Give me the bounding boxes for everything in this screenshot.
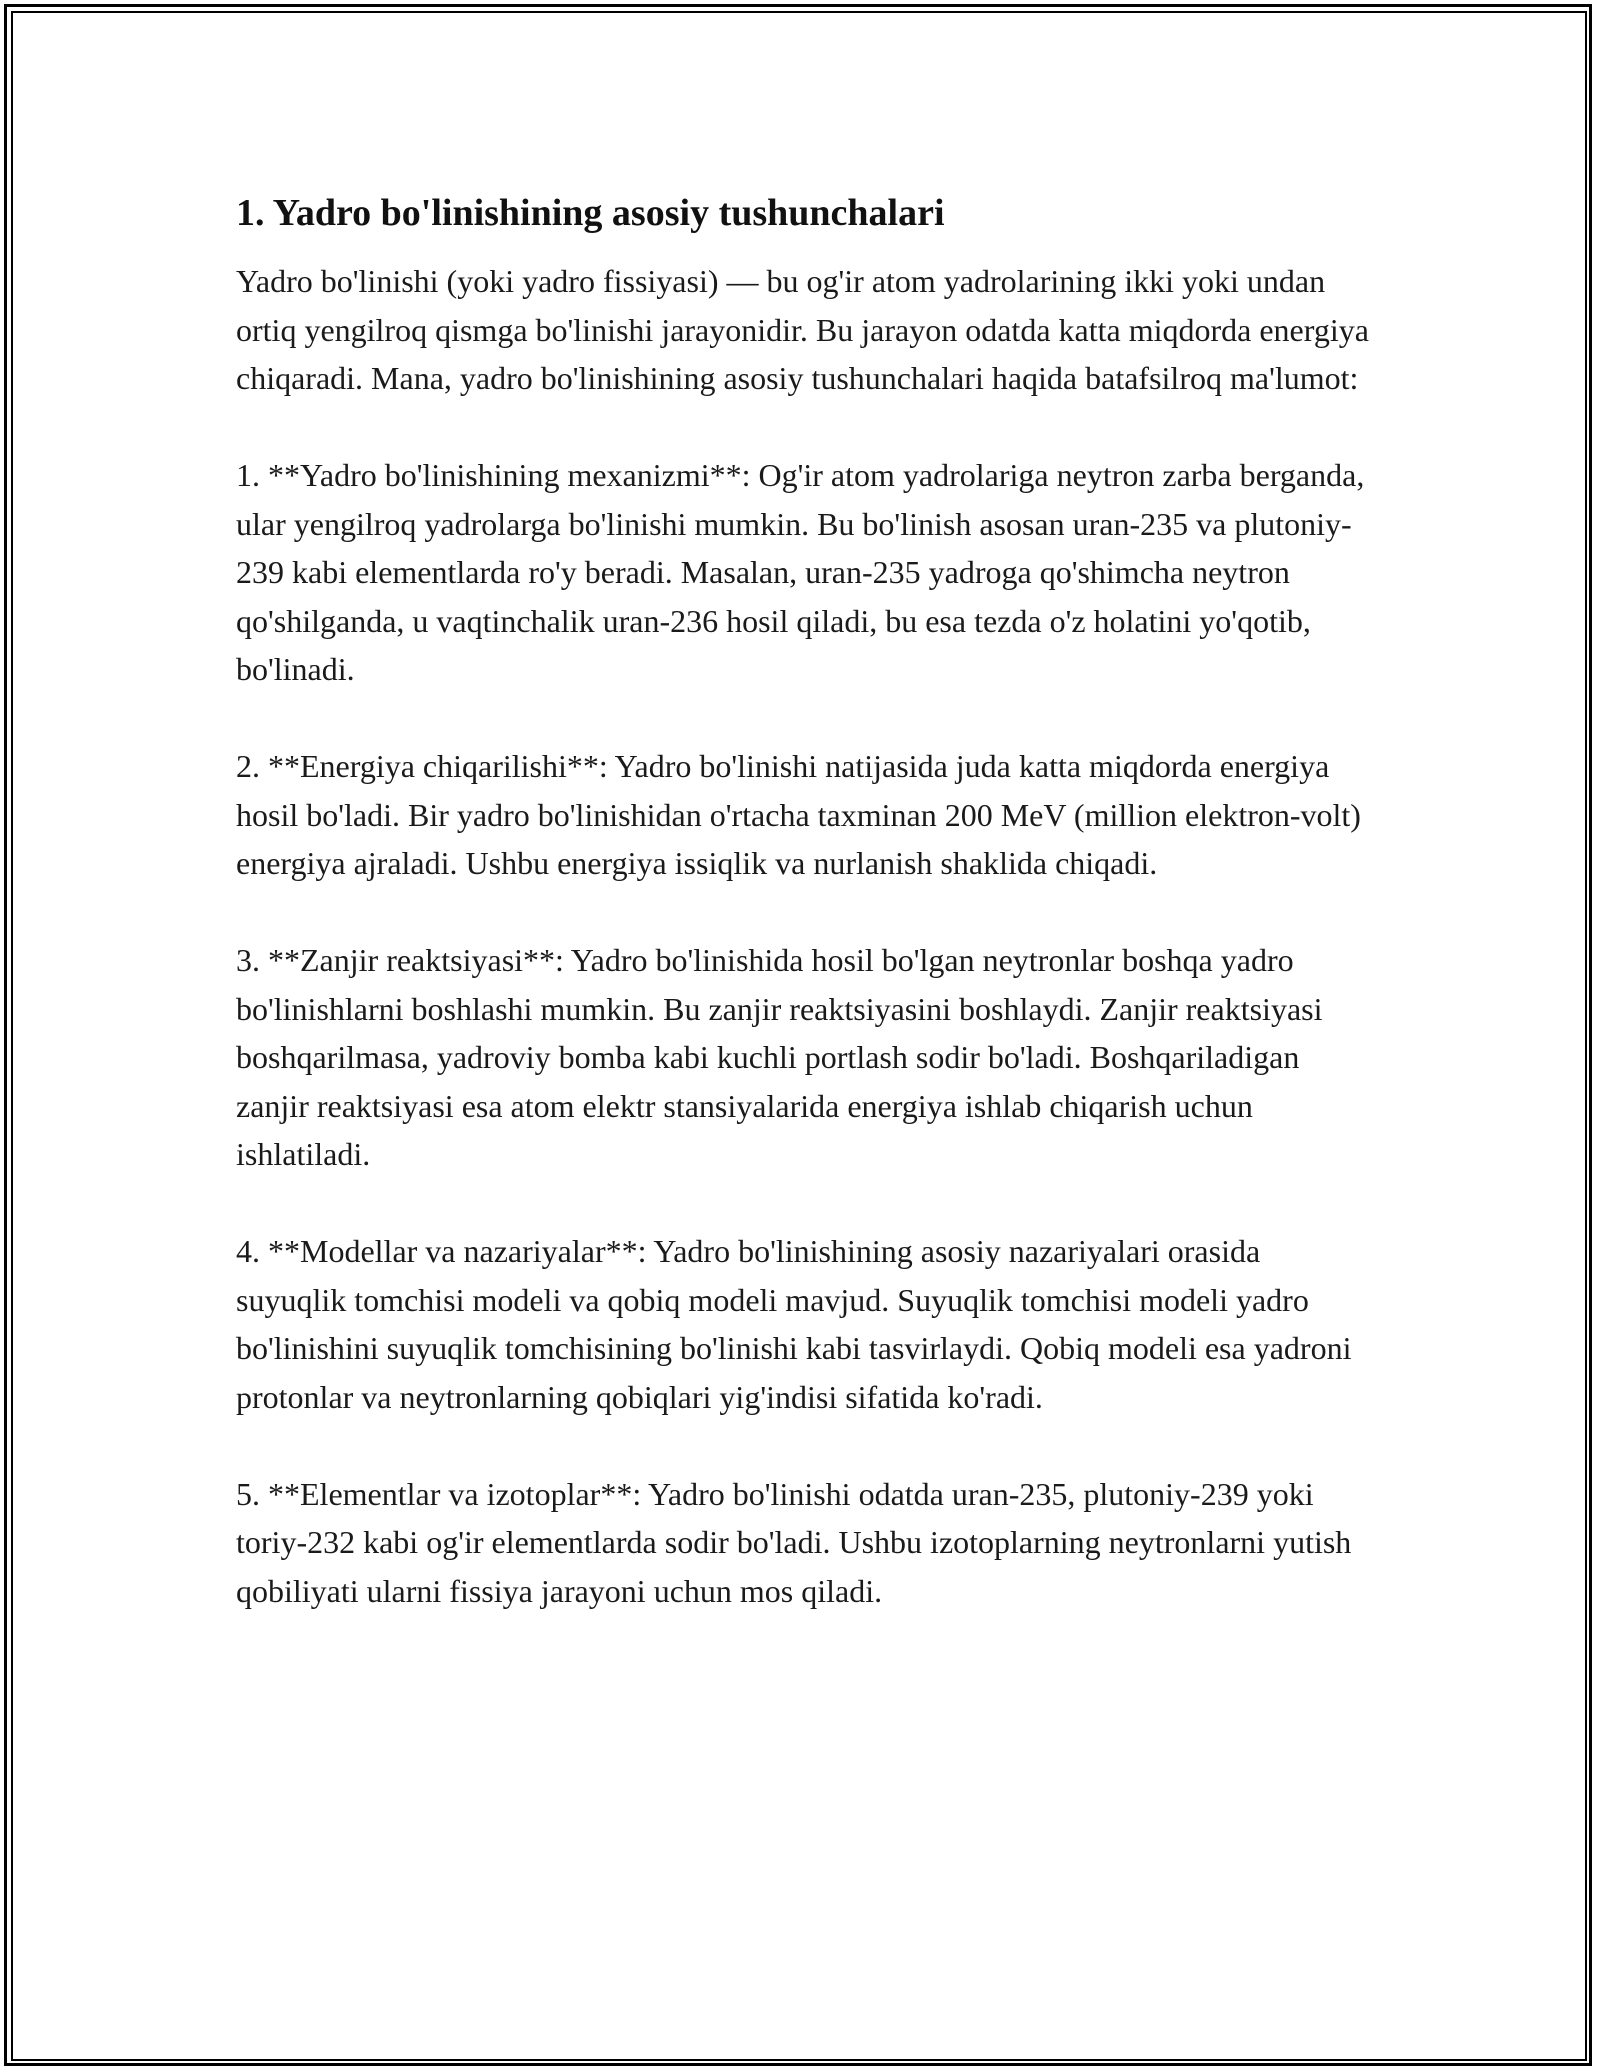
paragraph-elements-isotopes: 5. **Elementlar va izotoplar**: Yadro bo'linishi odatda uran-235, plutoniy-239 yoki toriy-232 kabi og'ir elementlarda sodir bo'ladi. Ushbu izotoplarning neytronlarni yutish qobiliyati ularni fissiya jarayoni uchun mos qiladi.: [236, 1475, 1352, 1609]
paragraph-energy-release: 2. **Energiya chiqarilishi**: Yadro bo'linishi natijasida juda katta miqdorda energiya hosil bo'ladi. Bir yadro bo'linishidan o'rtacha taxminan 200 MeV (million elektron-volt) energiya ajraladi. Ushbu energiya issiqlik va nurlanish shaklida chiqadi.: [236, 748, 1361, 881]
section-heading: 1. Yadro bo'linishining asosiy tushunchalari: [236, 192, 945, 234]
paragraph-mechanism: 1. **Yadro bo'linishining mexanizmi**: Og'ir atom yadrolariga neytron zarba berganda, ular yengilroq yadrolarga bo'linishi mumkin. Bu bo'linish asosan uran-235 va plutoniy-239 kabi elementlarda ro'y beradi. Masalan, uran-235 yadroga qo'shimcha neytron qo'shilganda, u vaqtinchalik uran-236 hosil qiladi, bu esa tezda o'z holatini yo'qotib, bo'linadi.: [236, 457, 1365, 687]
document-body: [236, 187, 1376, 1664]
intro-paragraph: Yadro bo'linishi (yoki yadro fissiyasi) — bu og'ir atom yadrolarining ikki yoki undan ortiq yengilroq qismga bo'linishi jarayonidir. Bu jarayon odatda katta miqdorda energiya chiqaradi. Mana, yadro bo'linishining asosiy tushunchalari haqida batafsilroq ma'lumot:: [236, 263, 1369, 396]
paragraph-models-theories: 4. **Modellar va nazariyalar**: Yadro bo'linishining asosiy nazariyalari orasida suyuqlik tomchisi modeli va qobiq modeli mavjud. Suyuqlik tomchisi modeli yadro bo'linishini suyuqlik tomchisining bo'linishi kabi tasvirlaydi. Qobiq modeli esa yadroni protonlar va neytronlarning qobiqlari yig'indisi sifatida ko'radi.: [236, 1233, 1352, 1415]
paragraph-chain-reaction: 3. **Zanjir reaktsiyasi**: Yadro bo'linishida hosil bo'lgan neytronlar boshqa yadro bo'linishlarni boshlashi mumkin. Bu zanjir reaktsiyasini boshlaydi. Zanjir reaktsiyasi boshqarilmasa, yadroviy bomba kabi kuchli portlash sodir bo'ladi. Boshqariladigan zanjir reaktsiyasi esa atom elektr stansiyalarida energiya ishlab chiqarish uchun ishlatiladi.: [236, 942, 1323, 1172]
